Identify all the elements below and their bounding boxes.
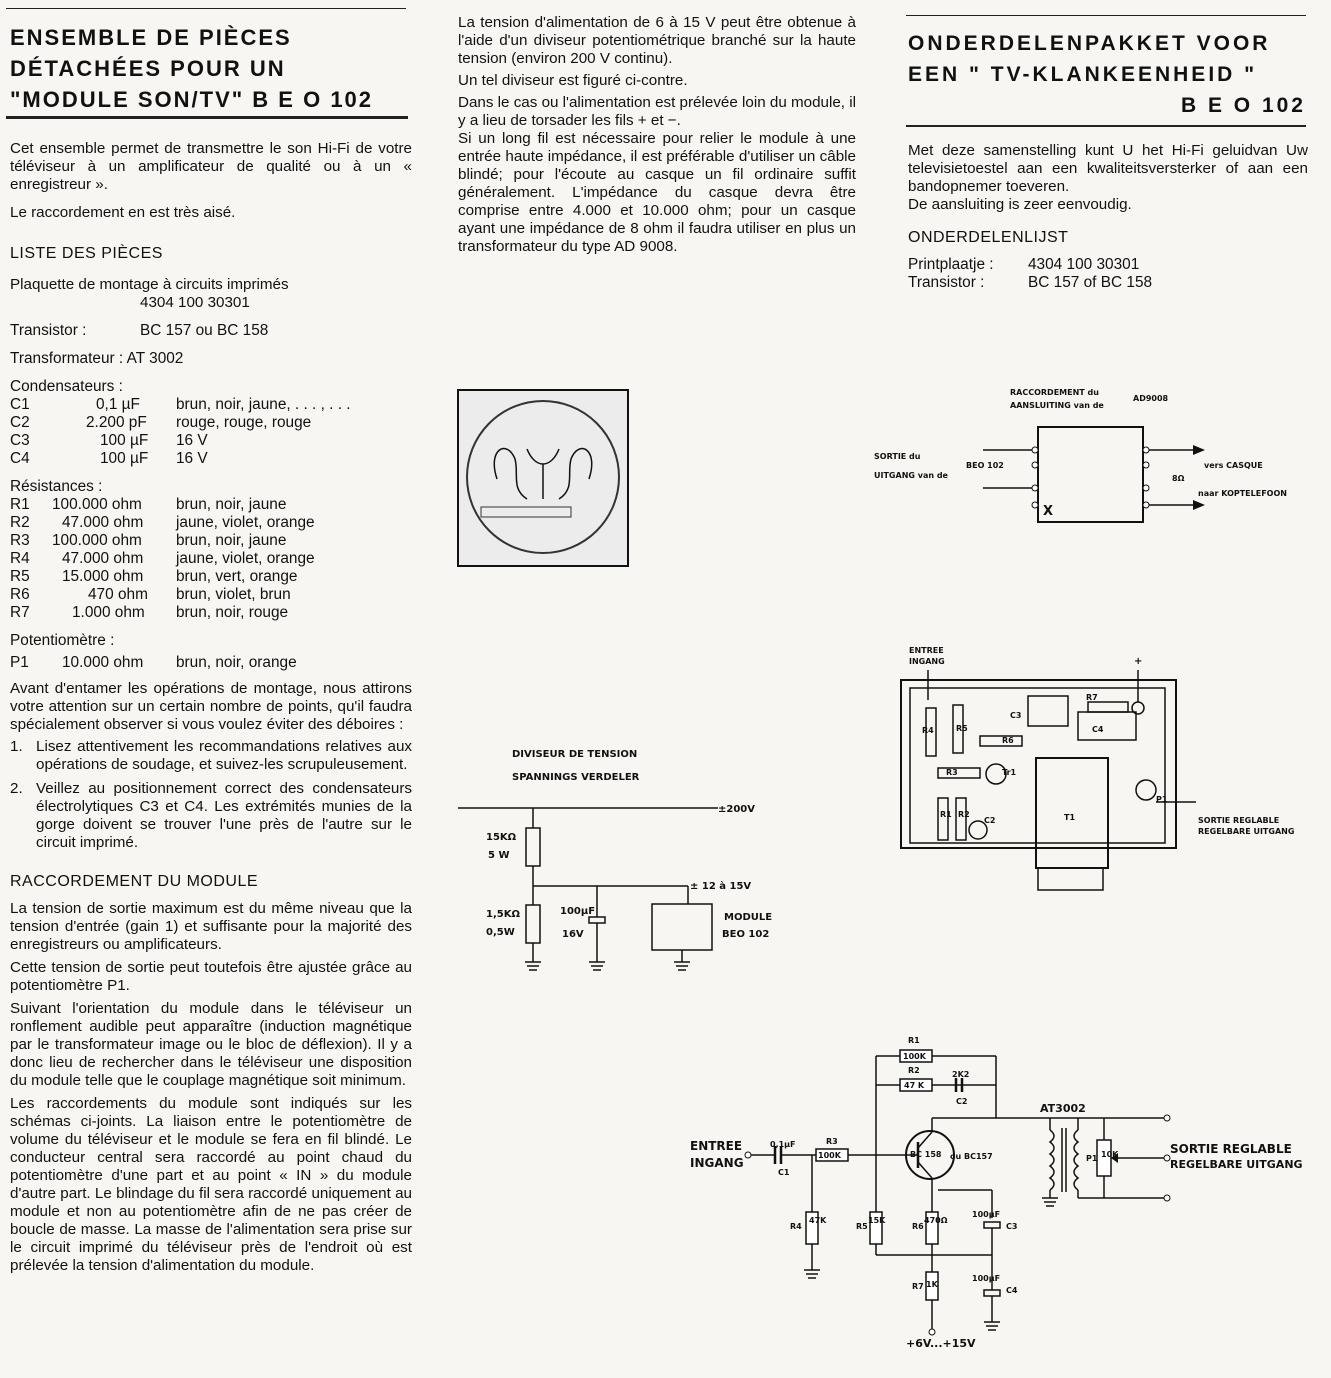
left-title-rule	[6, 116, 408, 119]
right-title	[908, 28, 1308, 121]
ad-arrow-1	[1193, 445, 1205, 455]
graphic	[1032, 462, 1038, 468]
conn-para-2: Cette tension de sortie peut toutefois être ajustée grâce au potentiomètre P1.	[10, 959, 412, 994]
res-desc: brun, noir, jaune	[176, 532, 287, 549]
pcb-label-r4: R4	[922, 726, 934, 735]
sch-in-label-2: INGANG	[690, 1156, 744, 1170]
sch-c1-value: 0,1µF	[770, 1140, 796, 1149]
pcb-photo	[457, 389, 629, 567]
right-item-value: BC 157 of BC 158	[1028, 274, 1153, 291]
divider-title-1: DIVISEUR DE TENSION	[512, 749, 638, 760]
right-title-rule	[906, 125, 1306, 127]
sch-p1-value: 10K	[1101, 1150, 1119, 1159]
capacitor-row	[10, 396, 412, 414]
res-desc: brun, violet, brun	[176, 586, 291, 603]
ground-3	[674, 962, 690, 970]
sch-r7-value: 1K	[926, 1280, 938, 1289]
left-intro2: Le raccordement en est très aisé.	[10, 204, 236, 221]
resistor-row	[10, 568, 412, 586]
pot-desc: brun, noir, orange	[176, 654, 297, 671]
graphic	[1032, 485, 1038, 491]
mid-para-2: Un tel diviseur est figuré ci-contre.	[458, 72, 688, 89]
resistor-1k5	[526, 905, 540, 943]
pcb-label-c3: C3	[1010, 711, 1022, 720]
sch-r3-value: 100K	[818, 1151, 841, 1160]
pcb-layout	[898, 670, 1198, 900]
right-title-line-2: EEN " TV-KLANKEENHEID "	[908, 63, 1258, 86]
graphic	[1143, 462, 1149, 468]
divider-out: ± 12 à 15V	[690, 881, 752, 892]
capacitor-list	[10, 396, 412, 468]
sch-r6-label: R6	[912, 1222, 924, 1231]
cap-ref: C2	[10, 414, 30, 431]
sch-ground-tr	[1042, 1198, 1058, 1206]
res-value: 47.000 ohm	[62, 550, 144, 567]
cap-desc: brun, noir, jaune, . . . , . . .	[176, 396, 351, 413]
ad-in-label-1: SORTIE du	[874, 452, 921, 461]
cap-value: 100 µF	[100, 432, 149, 449]
resistor-row	[10, 604, 412, 622]
capacitor-row	[10, 432, 412, 450]
module-box	[652, 904, 712, 950]
right-top-rule	[906, 15, 1306, 16]
right-title-line-1: ONDERDELENPAKKET VOOR	[908, 32, 1271, 55]
left-title-line-2: DÉTACHÉES POUR UN	[10, 56, 286, 81]
divider-hv: ±200V	[718, 804, 755, 815]
right-title-line-3: B E O 102	[1180, 94, 1306, 117]
divider-title-2: SPANNINGS VERDELER	[512, 772, 640, 783]
divider-cap-1: 100µF	[560, 906, 596, 917]
sch-c3-label: C3	[1006, 1222, 1018, 1231]
mid-para-1: La tension d'alimentation de 6 à 15 V peut être obtenue à l'aide d'un diviseur potentiométrique branché sur la haute tension (environ 200 V continu).	[458, 14, 856, 67]
pcb-label-p1: P1	[1156, 795, 1168, 804]
pcb-out-label-2: REGELBARE UITGANG	[1198, 827, 1295, 836]
pcb-label-r5: R5	[956, 724, 968, 733]
res-ref: R3	[10, 532, 30, 549]
pcb-label-r2: R2	[958, 810, 970, 819]
sch-r5-label: R5	[856, 1222, 868, 1231]
conn-para-1: La tension de sortie maximum est du même niveau que la tension d'entrée (gain 1) et suffisante pour la majorité des enregistreurs ou amplificateurs.	[10, 900, 412, 953]
res-value: 470 ohm	[88, 586, 148, 603]
sch-out-label-1: SORTIE REGLABLE	[1170, 1142, 1292, 1156]
conn-heading: RACCORDEMENT DU MODULE	[10, 873, 259, 890]
graphic	[1032, 447, 1038, 453]
res-desc: jaune, violet, orange	[176, 550, 315, 567]
graphic	[1143, 485, 1149, 491]
graphic	[1032, 502, 1038, 508]
resistor-row	[10, 514, 412, 532]
middle-body	[458, 14, 856, 256]
ad-model: AD9008	[1133, 394, 1169, 403]
res-desc: brun, vert, orange	[176, 568, 298, 585]
capacitor-row	[10, 414, 412, 432]
sch-r1-label: R1	[908, 1036, 920, 1045]
pot-value: 10.000 ohm	[62, 654, 144, 671]
pcb-label-r3: R3	[946, 768, 958, 777]
ad-out-label-2: naar KOPTELEFOON	[1198, 489, 1287, 498]
pcb-t1-bracket	[1038, 868, 1103, 890]
pcb-in-label-2: INGANG	[909, 657, 945, 666]
right-item-value: 4304 100 30301	[1028, 256, 1140, 273]
right-list-heading: ONDERDELENLIJST	[908, 229, 1069, 246]
pcb-label: Plaquette de montage à circuits imprimés	[10, 276, 289, 293]
conn-para-4: Les raccordements du module sont indiqués sur les schémas ci-joints. La liaison entre le potentiomètre de volume du téléviseur et le module se fera en fil blindé. Le conducteur central sera raccordé au point chaud du potentiomètre d'une part et au point « IN » du module d'autre part. Le blindage du fil sera raccordé uniquement au module et non au potentiomètre afin de ne pas créer de boucle de masse. La masse de l'alimentation sera prise sur le circuit imprimé du téléviseur près de l'endroit où est prélevée la tension d'alimentation du module.	[10, 1095, 412, 1274]
step-1	[10, 738, 412, 774]
cap-ref: C3	[10, 432, 30, 449]
cap-value: 2.200 pF	[86, 414, 147, 431]
sch-c3-value: 100µF	[972, 1210, 1001, 1219]
res-value: 47.000 ohm	[62, 514, 144, 531]
pcb-label-r7: R7	[1086, 693, 1098, 702]
caps-heading: Condensateurs :	[10, 378, 123, 395]
step-number: 2.	[10, 780, 23, 797]
cap-value: 100 µF	[100, 450, 149, 467]
wire	[918, 1162, 932, 1178]
sch-c2-label: C2	[956, 1097, 968, 1106]
graphic	[1164, 1115, 1170, 1121]
sch-tr-primary	[1050, 1130, 1054, 1190]
transistor-label: Transistor :	[10, 322, 87, 339]
sch-r5-value: 15K	[868, 1216, 886, 1225]
res-desc: brun, noir, jaune	[176, 496, 287, 513]
cap-ref: C1	[10, 396, 30, 413]
transistor-value: BC 157 ou BC 158	[140, 322, 269, 339]
sch-tr-secondary	[1074, 1130, 1078, 1190]
ad-title-1: RACCORDEMENT du	[1010, 388, 1099, 397]
left-title-line-3: "MODULE SON/TV" B E O 102	[10, 87, 374, 112]
sch-p1-label: P1	[1086, 1154, 1098, 1163]
ad-arrow-2	[1193, 500, 1205, 510]
divider-r-top-1: 15KΩ	[486, 832, 517, 843]
sch-r4-label: R4	[790, 1222, 802, 1231]
mid-para-4: Si un long fil est nécessaire pour relier le module à une entrée haute impédance, il est préférable d'utiliser un câble blindé; pour l'écoute au casque un fil ordinaire suffit généralement. L'impédance du casque devra être comprise entre 4.000 et 10.000 ohm; pour un casque ayant une impédance de 8 ohm il faudra utiliser en plus un transformateur du type AD 9008.	[458, 130, 856, 255]
sch-c3	[984, 1222, 1000, 1228]
left-title	[10, 22, 410, 115]
sch-ground-r4	[804, 1270, 820, 1278]
sch-r2-value: 47 K	[904, 1081, 925, 1090]
mid-para-3: Dans le cas ou l'alimentation est prélevée loin du module, il y a lieu de torsader les fils + et −.	[458, 94, 856, 129]
pcb-label-c2: C2	[984, 816, 996, 825]
left-body	[10, 140, 412, 1275]
pcb-label-r6: R6	[1002, 736, 1014, 745]
res-desc: brun, noir, rouge	[176, 604, 289, 621]
sch-transistor-alt: ou BC157	[950, 1152, 993, 1161]
cap-desc: 16 V	[176, 450, 208, 467]
right-intro: Met deze samenstelling kunt U het Hi-Fi geluidvan Uw televisietoestel aan een kwaliteitsversterker of aan een bandopnemer toeveren.	[908, 142, 1308, 195]
resistor-row	[10, 496, 412, 514]
sch-c2-value: 2K2	[952, 1070, 970, 1079]
pot-ref: P1	[10, 654, 29, 671]
conn-para-3: Suivant l'orientation du module dans le téléviseur un ronflement audible peut apparaître (induction magnétique par le transformateur image ou le bloc de déflexion). Il y a donc lieu de rechercher dans le téléviseur une disposition du module telle que le couplage magnétique soit minimum.	[10, 1000, 412, 1089]
sch-c1-label: C1	[778, 1168, 790, 1177]
resistor-row	[10, 532, 412, 550]
cap-desc: rouge, rouge, rouge	[176, 414, 312, 431]
right-item-row	[908, 274, 1308, 292]
sch-supply-label: +6V...+15V	[906, 1337, 976, 1350]
before-text: Avant d'entamer les opérations de montage, nous attirons votre attention sur un certain nombre de points, qu'il faudra spécialement observer si vous voulez éviter des déboires :	[10, 680, 412, 733]
res-value: 100.000 ohm	[52, 532, 142, 549]
divider-module-1: MODULE	[724, 912, 773, 923]
pcb-in-label-1: ENTREE	[909, 646, 944, 655]
cap-desc: 16 V	[176, 432, 208, 449]
ad-out-label-1: vers CASQUE	[1204, 461, 1263, 470]
sch-r4-value: 47K	[809, 1216, 827, 1225]
ad-in-label-2: UITGANG van de	[874, 471, 948, 480]
divider-cap-2: 16V	[562, 929, 584, 940]
step-text: Lisez attentivement les recommandations relatives aux opérations de soudage, et suivez-les scrupuleusement.	[36, 738, 412, 773]
divider-r-bot-2: 0,5W	[486, 927, 515, 938]
res-heading: Résistances :	[10, 478, 103, 495]
pcb-plus: +	[1134, 656, 1143, 667]
left-title-line-1: ENSEMBLE DE PIÈCES	[10, 25, 292, 50]
sch-transistor-label: BC 158	[910, 1150, 942, 1159]
graphic	[1164, 1195, 1170, 1201]
cap-value: 0,1 µF	[96, 396, 140, 413]
sch-ground-c4	[984, 1322, 1000, 1330]
sch-c4-label: C4	[1006, 1286, 1018, 1295]
resistor-row	[10, 586, 412, 604]
pcb-label-r1: R1	[940, 810, 952, 819]
left-intro: Cet ensemble permet de transmettre le son Hi-Fi de votre téléviseur à un amplificateur de qualité ou à un « enregistreur ».	[10, 140, 412, 193]
right-item-label: Transistor :	[908, 274, 985, 291]
pcb-label-t1: T1	[1064, 813, 1076, 822]
res-ref: R5	[10, 568, 30, 585]
res-value: 100.000 ohm	[52, 496, 142, 513]
sch-c4-value: 100µF	[972, 1274, 1001, 1283]
sch-r2-label: R2	[908, 1066, 920, 1075]
sch-c4	[984, 1290, 1000, 1296]
graphic	[1143, 502, 1149, 508]
divider-r-top-2: 5 W	[488, 850, 510, 861]
pcb-r6	[980, 736, 1022, 746]
res-desc: jaune, violet, orange	[176, 514, 315, 531]
capacitor-row	[10, 450, 412, 468]
graphic	[745, 1152, 751, 1158]
wire	[918, 1132, 932, 1148]
sch-r7-label: R7	[912, 1282, 924, 1291]
right-item-row	[908, 256, 1308, 274]
res-ref: R1	[10, 496, 30, 513]
ground-2	[589, 962, 605, 970]
pcb-label-tr1: Tr1	[1002, 768, 1017, 777]
cap-ref: C4	[10, 450, 30, 467]
sch-r1-value: 100K	[903, 1052, 926, 1061]
ground-1	[525, 962, 541, 970]
res-ref: R2	[10, 514, 30, 531]
left-top-rule	[6, 8, 406, 9]
pcb-value: 4304 100 30301	[140, 294, 250, 311]
schematic	[740, 1040, 1180, 1350]
ad-title-2: AANSLUITING van de	[1010, 401, 1104, 410]
right-item-label: Printplaatje :	[908, 256, 994, 273]
res-value: 1.000 ohm	[72, 604, 145, 621]
ad9008-box	[1038, 427, 1143, 522]
pot-heading: Potentiomètre :	[10, 632, 115, 649]
pcb-plus-pad	[1132, 702, 1144, 714]
sch-supply-node	[929, 1329, 935, 1335]
pcb-c4	[1078, 712, 1136, 740]
right-body	[908, 142, 1308, 292]
ad-x: X	[1043, 504, 1054, 519]
sch-transformer-label: AT3002	[1040, 1102, 1086, 1115]
parts-heading: LISTE DES PIÈCES	[10, 245, 163, 262]
ad-ohm: 8Ω	[1172, 474, 1185, 483]
step-text: Veillez au positionnement correct des condensateurs électrolytiques C3 et C4. Les extrémités munies de la gorge doivent se trouver l'une près de l'autre sur le circuit imprimé.	[36, 780, 412, 851]
res-ref: R7	[10, 604, 30, 621]
resistor-row	[10, 550, 412, 568]
ad-beo: BEO 102	[966, 461, 1004, 470]
pcb-label-c4: C4	[1092, 725, 1104, 734]
resistor-15k	[526, 828, 540, 866]
step-2	[10, 780, 412, 852]
pcb-p1	[1136, 780, 1156, 800]
pot-row	[10, 654, 412, 672]
right-intro2: De aansluiting is zeer eenvoudig.	[908, 196, 1132, 213]
divider-r-bot-1: 1,5KΩ	[486, 909, 520, 920]
sch-in-label-1: ENTREE	[690, 1139, 743, 1153]
step-number: 1.	[10, 738, 23, 755]
sch-r3-label: R3	[826, 1137, 838, 1146]
graphic	[1143, 447, 1149, 453]
transistor-row	[10, 322, 412, 340]
pcb-c3	[1028, 696, 1068, 726]
res-ref: R6	[10, 586, 30, 603]
pcb-r3	[938, 768, 980, 778]
res-ref: R4	[10, 550, 30, 567]
sch-r6-value: 470Ω	[924, 1216, 948, 1225]
res-value: 15.000 ohm	[62, 568, 144, 585]
pcb-board	[901, 680, 1176, 848]
transformer-row: Transformateur : AT 3002	[10, 350, 184, 367]
sch-out-label-2: REGELBARE UITGANG	[1170, 1158, 1303, 1171]
pcb-r7	[1088, 702, 1128, 712]
divider-module-2: BEO 102	[722, 929, 770, 940]
pcb-out-label-1: SORTIE REGLABLE	[1198, 816, 1280, 825]
resistor-list	[10, 496, 412, 622]
